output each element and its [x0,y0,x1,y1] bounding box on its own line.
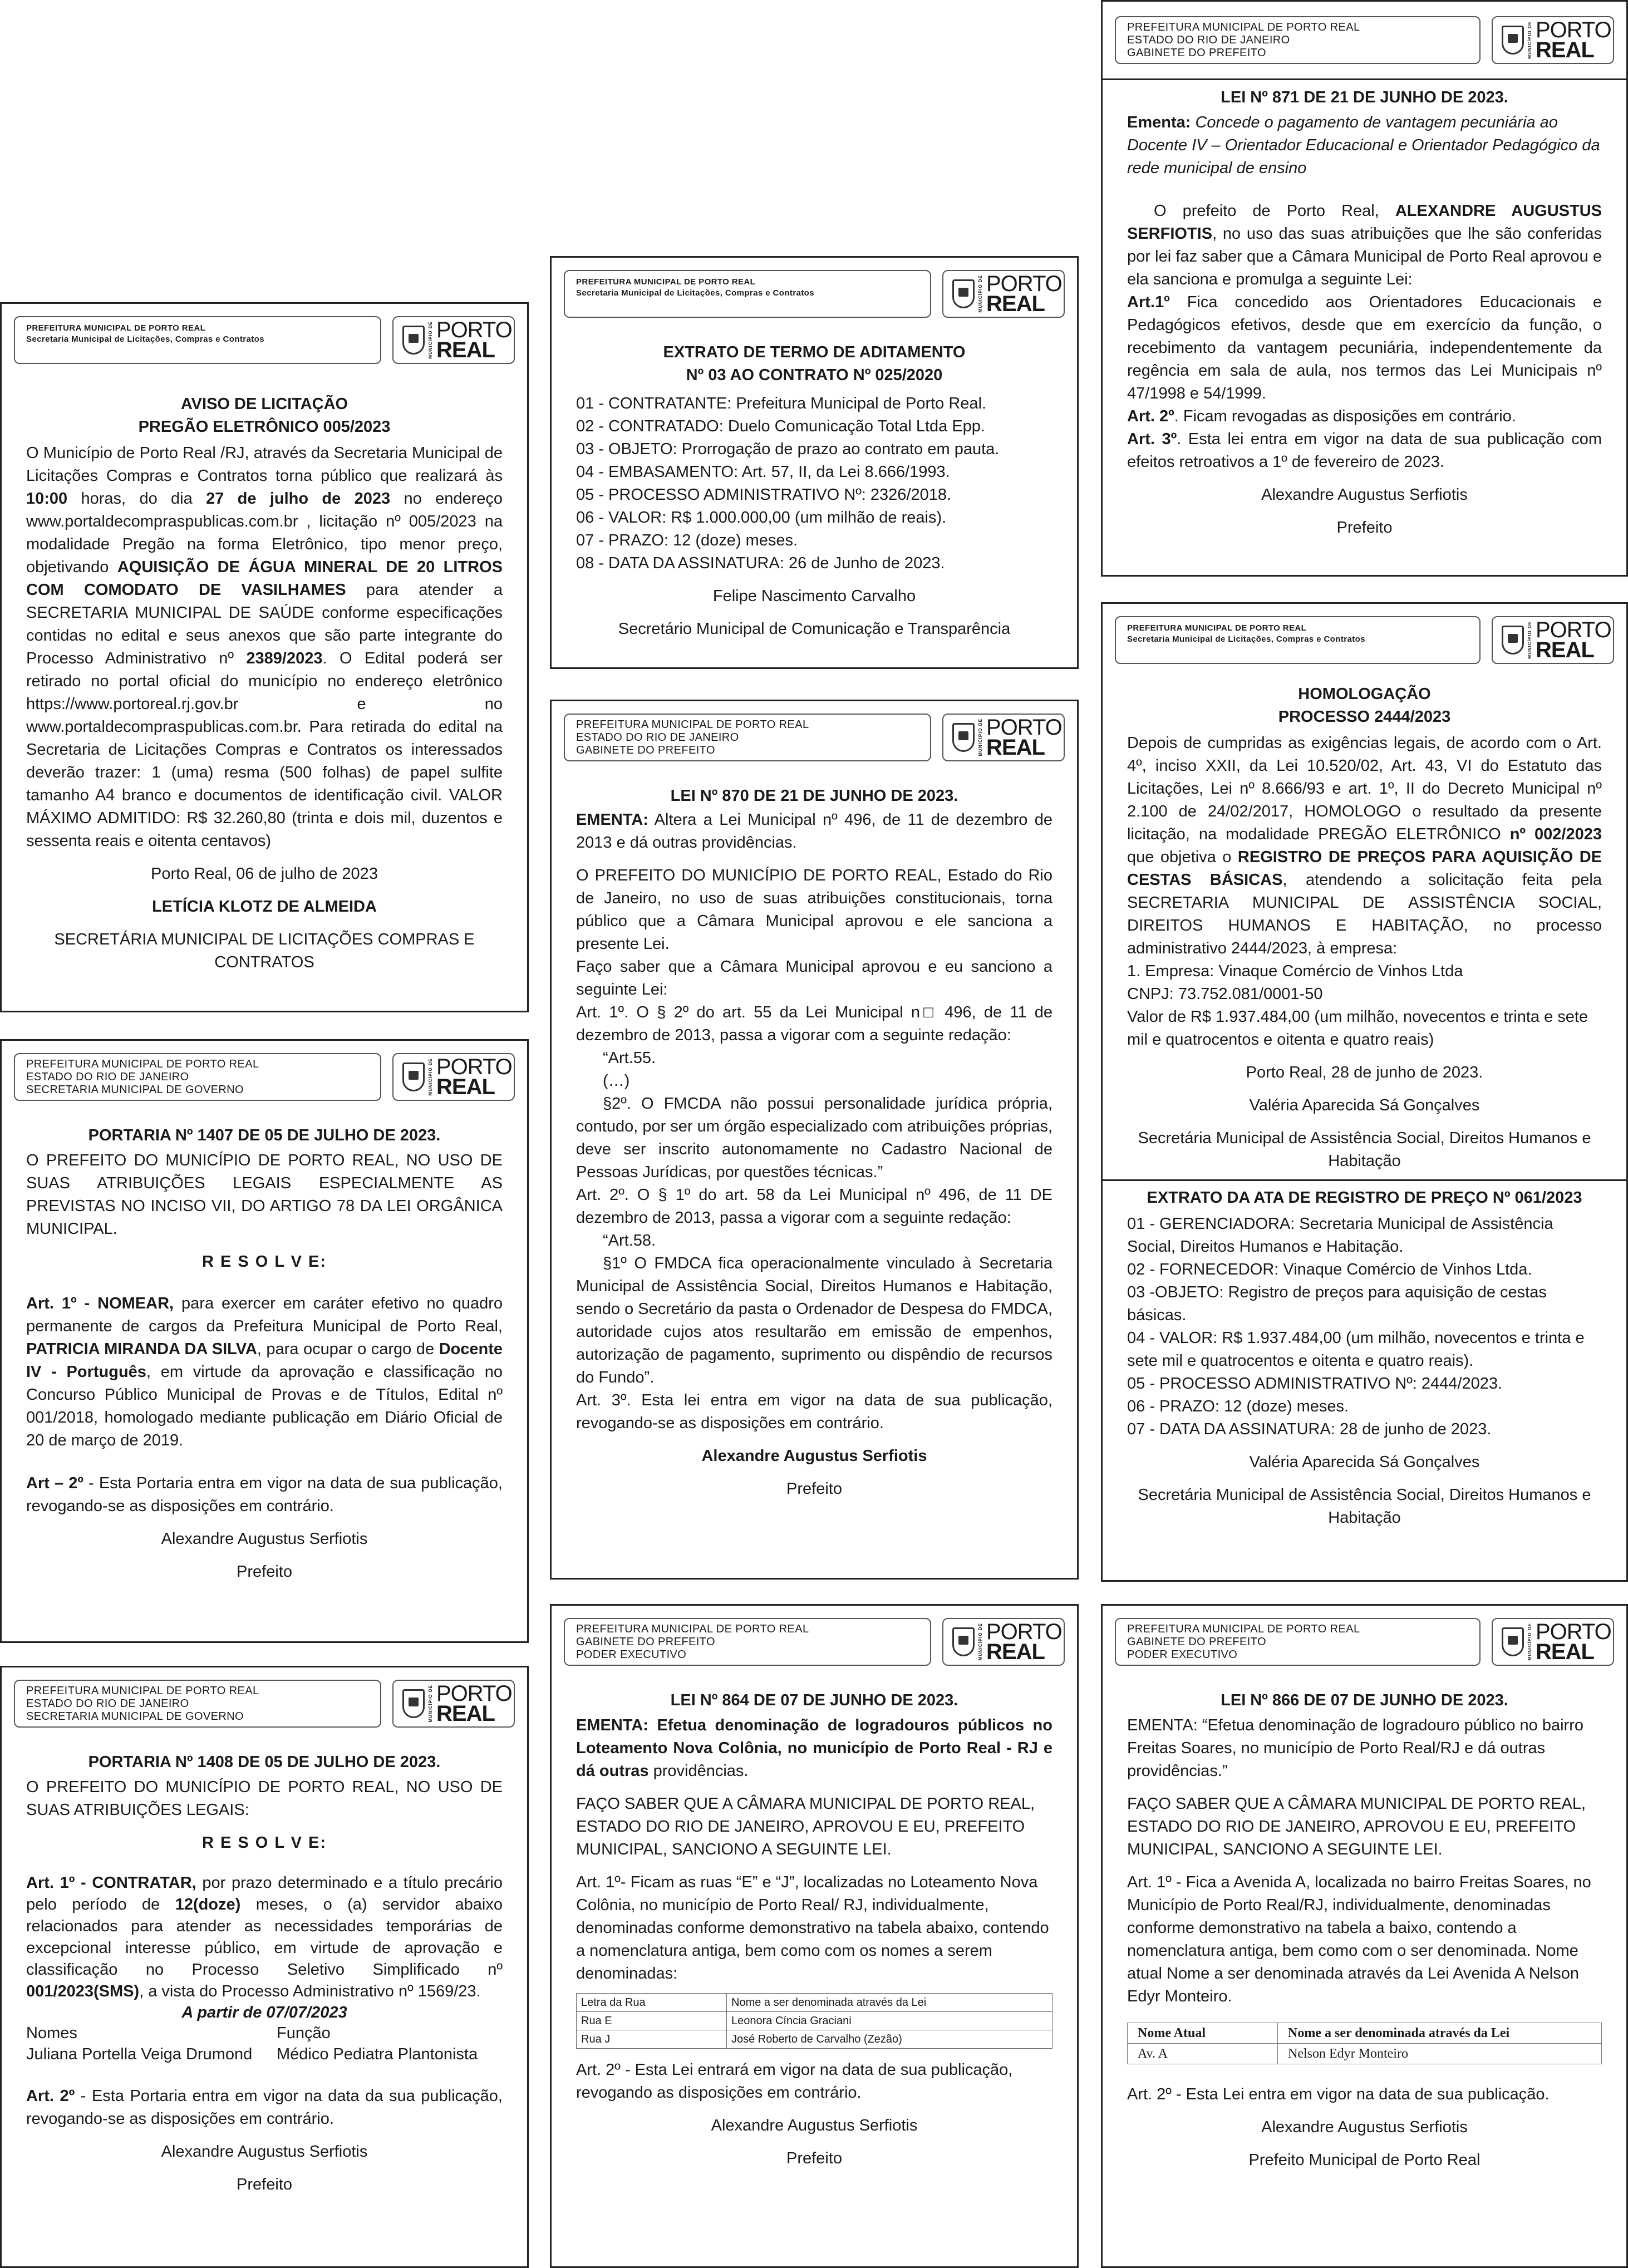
notice-body [576,341,1052,641]
signer-name: Alexandre Augustus Serfiotis [161,1530,368,1548]
porto-real-logo: MUNICÍPIO DE PORTO REAL [1492,616,1614,664]
notice-intro: O PREFEITO DO MUNICÍPIO DE PORTO REAL, NO USO DE SUAS ATRIBUIÇÕES LEGAIS ESPECIALMENTE AS PREVISTAS NO INCISO VII, DO ARTIGO 78 DA LEI ORGÂNICA MUNICIPAL. [26,1152,503,1238]
notice-date: Porto Real, 06 de julho de 2023 [151,865,378,883]
article-2: Art – 2º - Esta Portaria entra em vigor na data de sua publicação, revogando-se as disposições em contrário. [26,1474,503,1515]
notice-lei-870 [550,700,1079,1580]
porto-real-logo: MUNICÍPIO DE PORTO REAL [392,1053,515,1101]
signer-role: Prefeito Municipal de Porto Real [1248,2151,1481,2169]
notice-title: LEI Nº 866 DE 07 DE JUNHO DE 2023. [1221,1691,1508,1709]
list-item: 08 - DATA DA ASSINATURA: 26 de Junho de 2023. [576,554,945,572]
signer-name: Felipe Nascimento Carvalho [712,587,916,605]
signer-name: Valéria Aparecida Sá Gonçalves [1249,1453,1480,1471]
signer-role: Secretário Municipal de Comunicação e Transparência [618,620,1011,638]
paragraph: FAÇO SABER QUE A CÂMARA MUNICIPAL DE PORTO REAL, ESTADO DO RIO DE JANEIRO, APROVOU E EU, PREFEITO MUNICIPAL, SANCIONO A SEGUINTE LEI. [1127,1795,1586,1858]
ementa: EMENTA: Efetua denominação de logradouros públicos no Loteamento Nova Colônia, no município de Porto Real - RJ e dá outras providências. [576,1716,1052,1780]
notice-aviso-licitacao [0,302,529,1012]
crest-icon [402,1062,425,1091]
signer-name: Alexandre Augustus Serfiotis [161,2143,368,2161]
notice-header [564,714,1065,761]
paragraph: Art. 1º. O § 2º do art. 55 da Lei Municipal n□ 496, de 11 de dezembro de 2013, passa a vigorar com a seguinte redação: [576,1003,1052,1044]
notice-body [26,393,503,974]
notice-header [564,1618,1065,1666]
notice-paragraph: O Município de Porto Real /RJ, através da Secretaria Municipal de Licitações Compras e Contratos torna público que realizará às 10:00 horas, do dia 27 de julho de 2023 no endereço www.portaldecompraspublicas.com.br , licitação nº 005/2023 na modalidade Pregão na forma Eletrônico, tipo menor preço, objetivando AQUISIÇÃO DE ÁGUA MINERAL DE 20 LITROS COM COMODATO DE VASILHAMES para atender a SECRETARIA MUNICIPAL DE SAÚDE conforme especificações contidas no edital e seus anexos que são parte integrante do Processo Administrativo nº 2389/2023. O Edital poderá ser retirado no portal oficial do município no endereço eletrônico https://www.portoreal.rj.gov.br e no www.portaldecompraspublicas.com.br. Para retirada do edital na Secretaria de Licitações Compras e Contratos os interessados deverão trazer: 1 (uma) resma (500 folhas) de papel sulfite tamanho A4 branco e documentos de identificação civil. VALOR MÁXIMO ADMITIDO: R$ 32.260,80 (trinta e dois mil, duzentos e sessenta reais e oitenta centavos) [26,444,503,850]
porto-real-logo: MUNICÍPIO DE PORTO REAL [392,316,515,364]
list-item: 01 - CONTRATANTE: Prefeitura Municipal de Porto Real. [576,395,987,412]
notice-subtitle: PREGÃO ELETRÔNICO 005/2023 [138,418,391,436]
notice-body [26,1124,503,1583]
notice-title: PORTARIA Nº 1408 DE 05 DE JULHO DE 2023. [88,1753,441,1771]
notice-header [14,1680,515,1728]
porto-real-logo: MUNICÍPIO DE PORTO REAL [942,714,1065,761]
header-box: PREFEITURA MUNICIPAL DE PORTO REAL GABINETE DO PREFEITO PODER EXECUTIVO [1115,1618,1481,1666]
signer-role: Prefeito [786,1480,842,1498]
crest-icon [1502,626,1524,655]
signer-name: LETÍCIA KLOTZ DE ALMEIDA [152,898,377,916]
article-1: Art.1º Fica concedido aos Orientadores Educacionais e Pedagógicos efetivos, desde que em exercício da função, o recebimento da vantagem pecuniária, independentemente da regência em sala de aula, nos termos das Lei Municipais nº 47/1998 e 54/1999. [1127,293,1602,402]
notice-lei-864 [550,1604,1079,2268]
notice-title: LEI Nº 871 DE 21 DE JUNHO DE 2023. [1221,88,1508,106]
paragraph: Art. 2º - Esta Lei entrará em vigor na data de sua publicação, revogando as disposições em contrário. [576,2061,1013,2102]
porto-real-logo: MUNICÍPIO DE PORTO REAL [942,270,1065,318]
notice-header [1115,616,1614,664]
notice-header [14,1053,515,1101]
paragraph: Art. 1º- Ficam as ruas “E” e “J”, localizadas no Loteamento Nova Colônia, no município de Porto Real/ RJ, individualmente, denominadas conforme demonstrativo na tabela abaixo, contendo a nomenclatura antiga, bem como com os nomes a serem denominadas: [576,1873,1049,1982]
list-item: 02 - CONTRATADO: Duelo Comunicação Total Ltda Epp. [576,417,985,435]
paragraph: O prefeito de Porto Real, ALEXANDRE AUGUSTUS SERFIOTIS, no uso das suas atribuições que lhe são conferidas por lei faz saber que a Câmara Municipal de Porto Real aprovou e ela sanciona e promulga a seguinte Lei: [1127,202,1602,288]
header-box: PREFEITURA MUNICIPAL DE PORTO REAL Secretaria Municipal de Licitações, Compras e Contratos [14,316,381,364]
notice-title: LEI Nº 870 DE 21 DE JUNHO DE 2023. [670,787,958,805]
quote: §1º O FMDCA fica operacionalmente vinculado à Secretaria Municipal de Assistência Social, Direitos Humanos e Habitação, sendo o Secretário da pasta o Ordenador de Despesa do FMDCA, autoridade cujos atos resultarão em emissão de empenhos, autorização de pagamento, suprimento ou dispêndio de recursos do Fundo”. [576,1254,1052,1386]
paragraph: Art. 3º. Esta lei entra em vigor na data de sua publicação, revogando-se as disposições em contrário. [576,1391,1052,1432]
divider [1103,78,1626,80]
street-table: Letra da Rua Nome a ser denominada através da Lei Rua E Leonora Cíncia Graciani Rua J José Roberto de Carvalho (Zezão) [576,1993,1052,2049]
notice-lei-866 [1101,1604,1628,2268]
header-box: PREFEITURA MUNICIPAL DE PORTO REAL ESTADO DO RIO DE JANEIRO GABINETE DO PREFEITO [564,714,931,761]
notice-body [576,1689,1052,2170]
staff-table: Nomes Função Juliana Portella Veiga Drumond Médico Pediatra Plantonista [26,2024,478,2063]
notice-body [1127,683,1602,1529]
notice-body [1127,86,1602,539]
company-line: 1. Empresa: Vinaque Comércio de Vinhos Ltda [1127,962,1463,980]
street-table: Nome Atual Nome a ser denominada através da Lei Av. A Nelson Edyr Monteiro [1127,2023,1602,2064]
crest-icon [1502,26,1524,55]
list-item: 03 - OBJETO: Prorrogação de prazo ao contrato em pauta. [576,440,1000,458]
signer-role: Prefeito [237,1563,292,1581]
list-item: 01 - GERENCIADORA: Secretaria Municipal de Assistência Social, Direitos Humanos e Habitação. [1127,1215,1553,1256]
item-list [1127,1213,1602,1441]
article-2: Art. 2º. Ficam revogadas as disposições em contrário. [1127,407,1516,425]
porto-real-logo: MUNICÍPIO DE PORTO REAL [1492,16,1614,64]
notice-intro: O PREFEITO DO MUNICÍPIO DE PORTO REAL, NO USO DE SUAS ATRIBUIÇÕES LEGAIS: [26,1778,503,1819]
notice-subtitle: PROCESSO 2444/2023 [1278,708,1451,726]
header-box: PREFEITURA MUNICIPAL DE PORTO REAL ESTADO DO RIO DE JANEIRO SECRETARIA MUNICIPAL DE GOVERNO [14,1680,381,1728]
notice-lei-871 [1101,0,1628,577]
header-box: PREFEITURA MUNICIPAL DE PORTO REAL ESTADO DO RIO DE JANEIRO SECRETARIA MUNICIPAL DE GOVERNO [14,1053,381,1101]
notice-title: AVISO DE LICITAÇÃO [180,395,348,413]
notice-portaria-1407 [0,1039,529,1643]
list-item: 03 -OBJETO: Registro de preços para aquisição de cestas básicas. [1127,1283,1547,1324]
list-item: 06 - PRAZO: 12 (doze) meses. [1127,1398,1349,1415]
notice-portaria-1408 [0,1666,529,2268]
crest-icon [402,1689,425,1718]
section-title: EXTRATO DA ATA DE REGISTRO DE PREÇO Nº 061/2023 [1147,1189,1582,1207]
list-item: 04 - VALOR: R$ 1.937.484,00 (um milhão, novecentos e trinta e sete mil e quatrocentos e oitenta e quatro reais). [1127,1329,1585,1370]
list-item: 07 - DATA DA ASSINATURA: 28 de junho de 2023. [1127,1420,1492,1438]
list-item: 02 - FORNECEDOR: Vinaque Comércio de Vinhos Ltda. [1127,1261,1532,1278]
header-box: PREFEITURA MUNICIPAL DE PORTO REAL GABINETE DO PREFEITO PODER EXECUTIVO [564,1618,931,1666]
signer-role: Prefeito [786,2149,842,2167]
crest-icon [952,723,975,752]
paragraph: FAÇO SABER QUE A CÂMARA MUNICIPAL DE PORTO REAL, ESTADO DO RIO DE JANEIRO, APROVOU E EU, PREFEITO MUNICIPAL, SANCIONO A SEGUINTE LEI. [576,1795,1035,1858]
crest-icon [952,279,975,308]
notice-title: LEI Nº 864 DE 07 DE JUNHO DE 2023. [670,1691,958,1709]
notice-extrato-aditamento [550,256,1079,669]
paragraph: Art. 1º - Fica a Avenida A, localizada no bairro Freitas Soares, no Município de Porto Real/RJ, individualmente, denominadas conforme demonstrativo na tabela a baixo, contendo a nomenclatura antiga, bem como com o ser denominada. Nome atual Nome a ser denominada através da Lei Avenida A Nelson Edyr Monteiro. [1127,1873,1591,2005]
quote: (…) [603,1072,630,1090]
header-box: PREFEITURA MUNICIPAL DE PORTO REAL Secretaria Municipal de Licitações, Compras e Contratos [1115,616,1481,664]
porto-real-logo: MUNICÍPIO DE PORTO REAL [942,1618,1065,1666]
list-item: 05 - PROCESSO ADMINISTRATIVO Nº: 2444/2023. [1127,1375,1503,1393]
header-box: PREFEITURA MUNICIPAL DE PORTO REAL Secretaria Municipal de Licitações, Compras e Contratos [564,270,931,318]
notice-body [576,785,1052,1500]
ementa: EMENTA: “Efetua denominação de logradouro público no bairro Freitas Soares, no município de Porto Real/RJ e dá outras providências.” [1127,1716,1583,1780]
article-1: Art. 1º - NOMEAR, para exercer em caráter efetivo no quadro permanente de cargos da Prefeitura Municipal de Porto Real, PATRICIA MIRANDA DA SILVA, para ocupar o cargo de Docente IV - Português, em virtude da aprovação e classificação no Concurso Público Municipal de Provas e de Títulos, Edital nº 001/2018, homologado mediante publicação em Diário Oficial de 20 de março de 2019. [26,1295,503,1449]
article-2: Art. 2º - Esta Portaria entra em vigor na data da sua publicação, revogando-se as disposições em contrário. [26,2087,503,2128]
quote: “Art.58. [603,1232,656,1249]
ementa: EMENTA: Altera a Lei Municipal nº 496, de 11 de dezembro de 2013 e dá outras providências. [576,811,1052,852]
notice-homologacao [1101,602,1628,1582]
signer-role: Prefeito [1336,519,1393,537]
list-item: 07 - PRAZO: 12 (doze) meses. [576,532,798,549]
item-list [576,392,1052,575]
signer-name: Alexandre Augustus Serfiotis [1261,486,1468,504]
article-1: Art. 1º - CONTRATAR, por prazo determinado e a título precário pelo período de 12(doze) meses, o (a) servidor abaixo relacionados para atender as necessidades temporárias de excepcional interesse público, em virtude de aprovação e classificação no Processo Seletivo Simplificado nº 001/2023(SMS), a vista do Processo Administrativo nº 1569/23. [26,1874,503,2000]
notice-body [26,1751,503,2196]
notice-title: EXTRATO DE TERMO DE ADITAMENTO [663,343,966,361]
notice-header [1115,1618,1614,1666]
paragraph: Art. 2º - Esta Lei entra em vigor na data de sua publicação. [1127,2085,1550,2103]
notice-title: HOMOLOGAÇÃO [1298,685,1431,703]
effective-date: A partir de 07/07/2023 [181,2004,347,2021]
paragraph: Faço saber que a Câmara Municipal aprovou e eu sanciono a seguinte Lei: [576,958,1052,998]
paragraph: O PREFEITO DO MUNICÍPIO DE PORTO REAL, Estado do Rio de Janeiro, no uso de suas atribuições constitucionais, torna público que a Câmara Municipal aprovou e ele sanciona a presente Lei. [576,867,1052,953]
notice-header [14,316,515,364]
notice-header [564,270,1065,318]
signer-name: Alexandre Augustus Serfiotis [711,2117,918,2134]
signer-role: Prefeito [237,2176,292,2193]
porto-real-logo: MUNICÍPIO DE PORTO REAL [392,1680,515,1728]
divider [1103,1179,1626,1181]
resolve-heading: R E S O L V E: [201,1834,327,1852]
cnpj-line: CNPJ: 73.752.081/0001-50 [1127,985,1323,1003]
notice-date: Porto Real, 28 de junho de 2023. [1246,1064,1483,1081]
ementa: Ementa: Concede o pagamento de vantagem pecuniária ao Docente IV – Orientador Educacional e Orientador Pedagógico da rede municipal de ensino [1127,114,1600,177]
quote: “Art.55. [603,1049,656,1067]
list-item: 06 - VALOR: R$ 1.000.000,00 (um milhão de reais). [576,509,947,527]
list-item: 04 - EMBASAMENTO: Art. 57, II, da Lei 8.666/1993. [576,463,950,481]
article-3: Art. 3º. Esta lei entra em vigor na data de sua publicação com efeitos retroativos a 1º de fevereiro de 2023. [1127,430,1602,471]
signer-role: Secretária Municipal de Assistência Social, Direitos Humanos e Habitação [1138,1129,1591,1170]
paragraph: Art. 2º. O § 1º do art. 58 da Lei Municipal nº 496, de 11 DE dezembro de 2013, passa a vigorar com a seguinte redação: [576,1186,1052,1227]
crest-icon [952,1627,975,1656]
signer-name: Valéria Aparecida Sá Gonçalves [1249,1096,1480,1114]
list-item: 05 - PROCESSO ADMINISTRATIVO Nº: 2326/2018. [576,486,952,504]
signer-name: Alexandre Augustus Serfiotis [1261,2118,1468,2136]
notice-title: PORTARIA Nº 1407 DE 05 DE JULHO DE 2023. [88,1126,441,1144]
header-box: PREFEITURA MUNICIPAL DE PORTO REAL ESTADO DO RIO DE JANEIRO GABINETE DO PREFEITO [1115,16,1481,64]
porto-real-logo: MUNICÍPIO DE PORTO REAL [1492,1618,1614,1666]
quote: §2º. O FMCDA não possui personalidade jurídica própria, contudo, por ser um órgão especializado com atribuições próprias, deve ser inscrito autonomamente no Cadastro Nacional de Pessoas Jurídicas, por questões técnicas.” [576,1095,1052,1181]
resolve-heading: R E S O L V E: [201,1253,327,1271]
paragraph: Depois de cumpridas as exigências legais, de acordo com o Art. 4º, inciso XXII, da Lei 10.520/02, Art. 43, VI do Estatuto das Licitações, Lei nº 8.666/93 e art. 1º, II do Decreto Municipal nº 2.100 de 24/02/2017, HOMOLOGO o resultado da presente licitação, na modalidade PREGÃO ELETRÔNICO nº 002/2023 que objetiva o REGISTRO DE PREÇOS PARA AQUISIÇÃO DE CESTAS BÁSICAS, atendendo a solicitação feita pela SECRETARIA MUNICIPAL DE ASSISTÊNCIA SOCIAL, DIREITOS HUMANOS E HABITAÇÃO, no processo administrativo 2444/2023, à empresa: [1127,734,1602,957]
signer-role: SECRETÁRIA MUNICIPAL DE LICITAÇÕES COMPRAS E CONTRATOS [54,931,475,971]
signer-role: Secretária Municipal de Assistência Social, Direitos Humanos e Habitação [1138,1486,1591,1527]
notice-header [1115,16,1614,64]
signer-name: Alexandre Augustus Serfiotis [701,1447,927,1465]
value-line: Valor de R$ 1.937.484,00 (um milhão, novecentos e trinta e sete mil e quatrocentos e oitenta e quatro reais) [1127,1008,1588,1049]
notice-body [1127,1689,1602,2172]
crest-icon [402,326,425,355]
notice-subtitle: Nº 03 AO CONTRATO Nº 025/2020 [686,366,943,384]
crest-icon [1502,1627,1524,1656]
